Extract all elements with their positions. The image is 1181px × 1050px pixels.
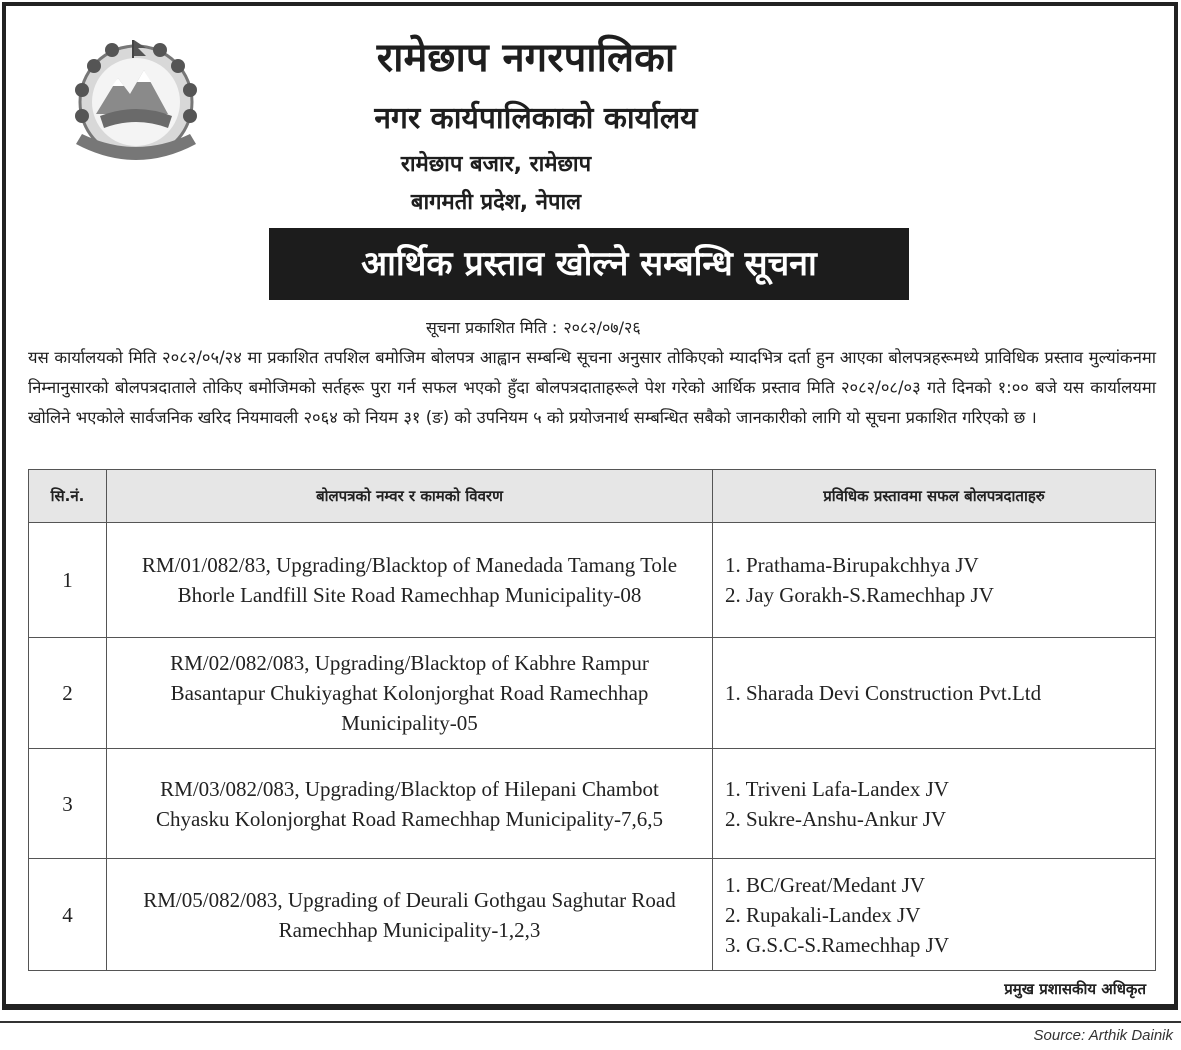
table-row bbox=[29, 523, 1156, 638]
row-bidders bbox=[713, 523, 1156, 638]
bidder-item: 2. Sukre-Anshu-Ankur JV bbox=[725, 806, 947, 831]
header-description: बोलपत्रको नम्वर र कामको विवरण bbox=[107, 470, 713, 523]
row-description: RM/01/082/83, Upgrading/Blacktop of Manedada Tamang Tole Bhorle Landfill Site Road Ramechhap Municipality-08 bbox=[107, 523, 713, 638]
notice-title-banner: आर्थिक प्रस्ताव खोल्ने सम्बन्धि सूचना bbox=[269, 228, 909, 300]
notice-frame bbox=[2, 2, 1178, 1010]
row-bidders bbox=[713, 859, 1156, 971]
notice-body: यस कार्यालयको मिति २०८२/०५/२४ मा प्रकाशित तपशिल बमोजिम बोलपत्र आह्वान सम्बन्धि सूचना अनुसार तोकिएको म्यादभित्र दर्ता हुन आएका बोलपत्रहरूमध्ये प्राविधिक प्रस्ताव मुल्यांकनमा निम्नानुसारको बोलपत्रदाताले तोकिए बमोजिमको सर्तहरू पुरा गर्न सफल भएको हुँदा बोलपत्रदाताहरूले पेश गरेको आर्थिक प्रस्ताव मिति २०८२/०८/०३ गते दिनको १:०० बजे यस कार्यालयमा खोलिने भएकोले सार्वजनिक खरिद नियमावली २०६४ को नियम ३१ (ङ) को उपनियम ५ को प्रयोजनार्थ सम्बन्धित सबैको जानकारीको लागि यो सूचना प्रकाशित गरिएको छ । bbox=[28, 348, 1156, 427]
source-divider bbox=[0, 1021, 1181, 1023]
bidder-item: 3. G.S.C-S.Ramechhap JV bbox=[725, 932, 949, 957]
bidder-item: 2. Rupakali-Landex JV bbox=[725, 902, 921, 927]
address-line-1: रामेछाप बजार, रामेछाप bbox=[400, 152, 592, 177]
source-credit: Source: Arthik Dainik bbox=[1033, 1027, 1173, 1044]
row-sn: 4 bbox=[29, 859, 107, 971]
row-sn: 2 bbox=[29, 638, 107, 749]
published-date-label: सूचना प्रकाशित मिति : bbox=[426, 318, 558, 337]
row-bidders bbox=[713, 638, 1156, 749]
row-sn: 1 bbox=[29, 523, 107, 638]
header-bidders: प्रविधिक प्रस्तावमा सफल बोलपत्रदाताहरु bbox=[713, 470, 1156, 523]
office-name: नगर कार्यपालिकाको कार्यालय bbox=[374, 101, 698, 136]
header-sn: सि.नं. bbox=[29, 470, 107, 523]
published-date bbox=[426, 316, 641, 338]
row-description: RM/02/082/083, Upgrading/Blacktop of Kabhre Rampur Basantapur Chukiyaghat Kolonjorghat Road Ramechhap Municipality-05 bbox=[107, 638, 713, 749]
address-line-2: बागमती प्रदेश, नेपाल bbox=[410, 190, 582, 215]
row-bidders bbox=[713, 749, 1156, 859]
bidder-item: 2. Jay Gorakh-S.Ramechhap JV bbox=[725, 583, 994, 607]
table-row bbox=[29, 638, 1156, 749]
bidder-item: 1. BC/Great/Medant JV bbox=[725, 872, 926, 897]
bidder-item: 1. Triveni Lafa-Landex JV bbox=[725, 776, 949, 801]
bidder-item: 1. Prathama-Birupakchhya JV bbox=[725, 553, 979, 577]
row-description: RM/03/082/083, Upgrading/Blacktop of Hilepani Chambot Chyasku Kolonjorghat Road Ramechhap Municipality-7,6,5 bbox=[107, 749, 713, 859]
table-row bbox=[29, 859, 1156, 971]
signatory-title: प्रमुख प्रशासकीय अधिकृत bbox=[1004, 980, 1146, 998]
municipality-name: रामेछाप नगरपालिका bbox=[376, 35, 676, 81]
published-date-value: २०८२/०७/२६ bbox=[563, 318, 641, 337]
row-sn: 3 bbox=[29, 749, 107, 859]
bidders-table bbox=[28, 469, 1156, 971]
table-header-row bbox=[29, 470, 1156, 523]
row-description: RM/05/082/083, Upgrading of Deurali Gothgau Saghutar Road Ramechhap Municipality-1,2,3 bbox=[107, 859, 713, 971]
table-row bbox=[29, 749, 1156, 859]
bidder-item: 1. Sharada Devi Construction Pvt.Ltd bbox=[725, 681, 1042, 705]
